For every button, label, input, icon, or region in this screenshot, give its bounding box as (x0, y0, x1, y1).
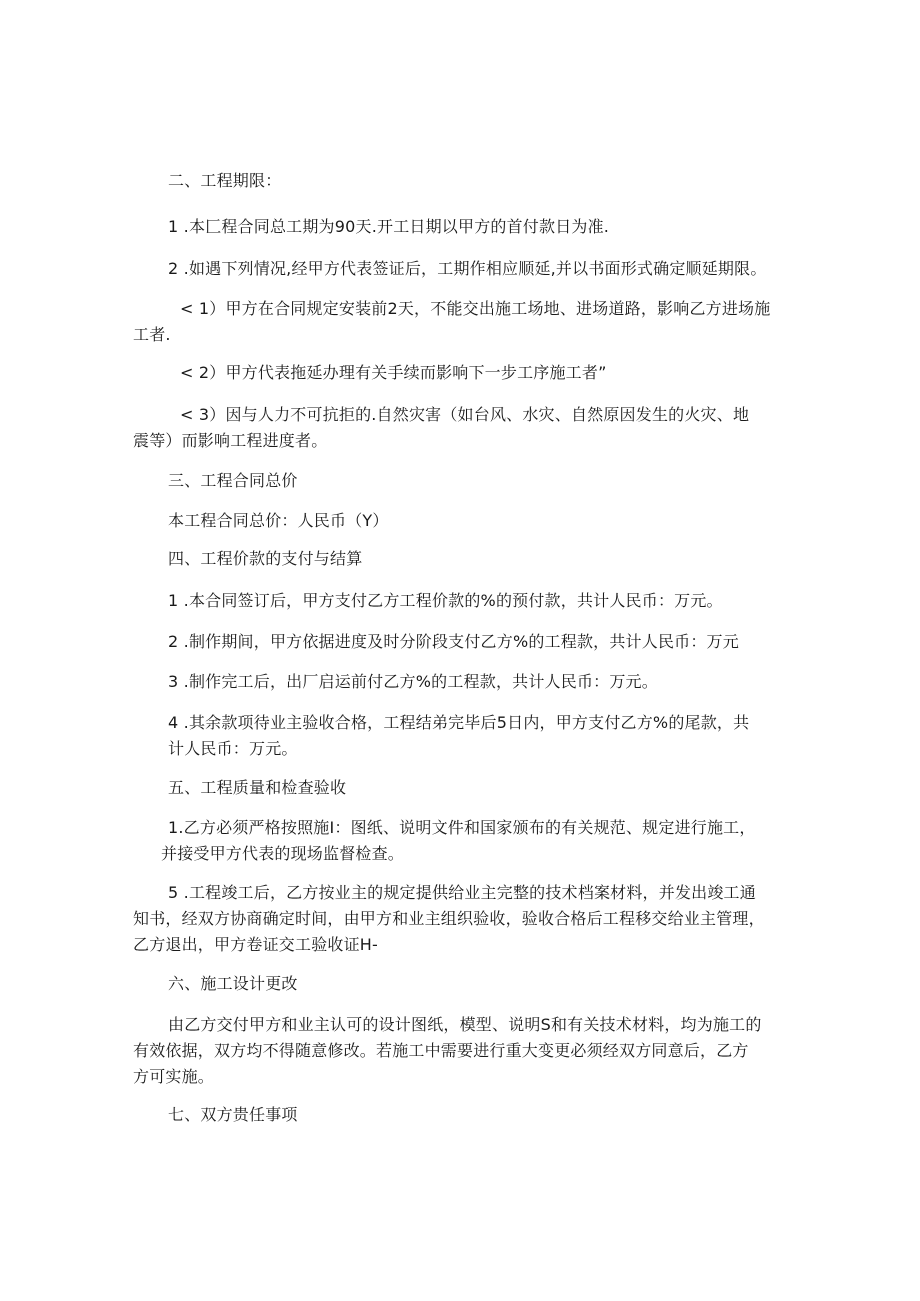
clause-line: < 3）因与人力不可抗拒的.自然灾害（如台风、水灾、自然原因发生的火灾、地 (180, 405, 750, 424)
section-heading: 四、工程价款的支付与结算 (168, 549, 363, 568)
clause-line: 有效依据，双方均不得随意修改。若施工中需要进行重大变更必须经双方同意后，乙方 (133, 1041, 749, 1060)
clause-line: 震等）而影响工程进度者。 (133, 431, 328, 450)
clause-line: 1.乙方必须严格按照施I：图纸、说明文件和国家颁布的有关规范、规定进行施工， (168, 818, 756, 837)
clause-line: 1 .本匚程合同总工期为90天.开工日期以甲方的首付款日为准. (168, 217, 610, 236)
clause-line: 乙方退出，甲方卷证交工验收证H- (133, 935, 379, 954)
clause-line: 2 .制作期间，甲方依据进度及时分阶段支付乙方%的工程款，共计人民币：万元 (168, 632, 739, 651)
clause-line: 知书，经双方协商确定时间，由甲方和业主组织验收，验收合格后工程移交给业主管理， (133, 909, 765, 928)
clause-line: 3 .制作完工后，出厂启运前付乙方%的工程款，共计人民币：万元。 (168, 672, 658, 691)
section-heading: 七、双方贵任事项 (168, 1105, 298, 1124)
clause-line: 1 .本合同签订后，甲方支付乙方工程价款的%的预付款，共计人民币：万元。 (168, 591, 723, 610)
section-heading: 二、工程期限： (168, 171, 282, 190)
clause-line: < 2）甲方代表拖延办理有关手续而影响下一步工序施工者” (180, 363, 607, 382)
clause-line: 4 .其余款项待业主验收合格，工程结弟完毕后5日内，甲方支付乙方%的尾款，共 (168, 713, 750, 732)
clause-line: < 1）甲方在合同规定安装前2天，不能交出施工场地、进场道路，影响乙方进场施 (180, 299, 771, 318)
clause-line: 工者. (133, 325, 171, 344)
section-heading: 六、施工设计更改 (168, 974, 298, 993)
clause-line: 本工程合同总价：人民币（Y） (168, 511, 389, 530)
clause-line: 由乙方交付甲方和业主认可的设计图纸，模型、说明S和有关技术材料，均为施工的 (168, 1015, 762, 1034)
clause-line: 2 .如遇下列情况,经甲方代表签证后，工期作相应顺延,并以书面形式确定顺延期限。 (168, 259, 767, 278)
section-heading: 三、工程合同总价 (168, 471, 298, 490)
section-heading: 五、工程质量和检查验收 (168, 778, 347, 797)
clause-line: 计人民币：万元。 (168, 739, 298, 758)
clause-line: 5 .工程竣工后，乙方按业主的规定提供给业主完整的技术档案材料，并发出竣工通 (168, 883, 756, 902)
clause-line: 方可实施。 (133, 1067, 215, 1086)
clause-line: 并接受甲方代表的现场监督检查。 (161, 844, 405, 863)
